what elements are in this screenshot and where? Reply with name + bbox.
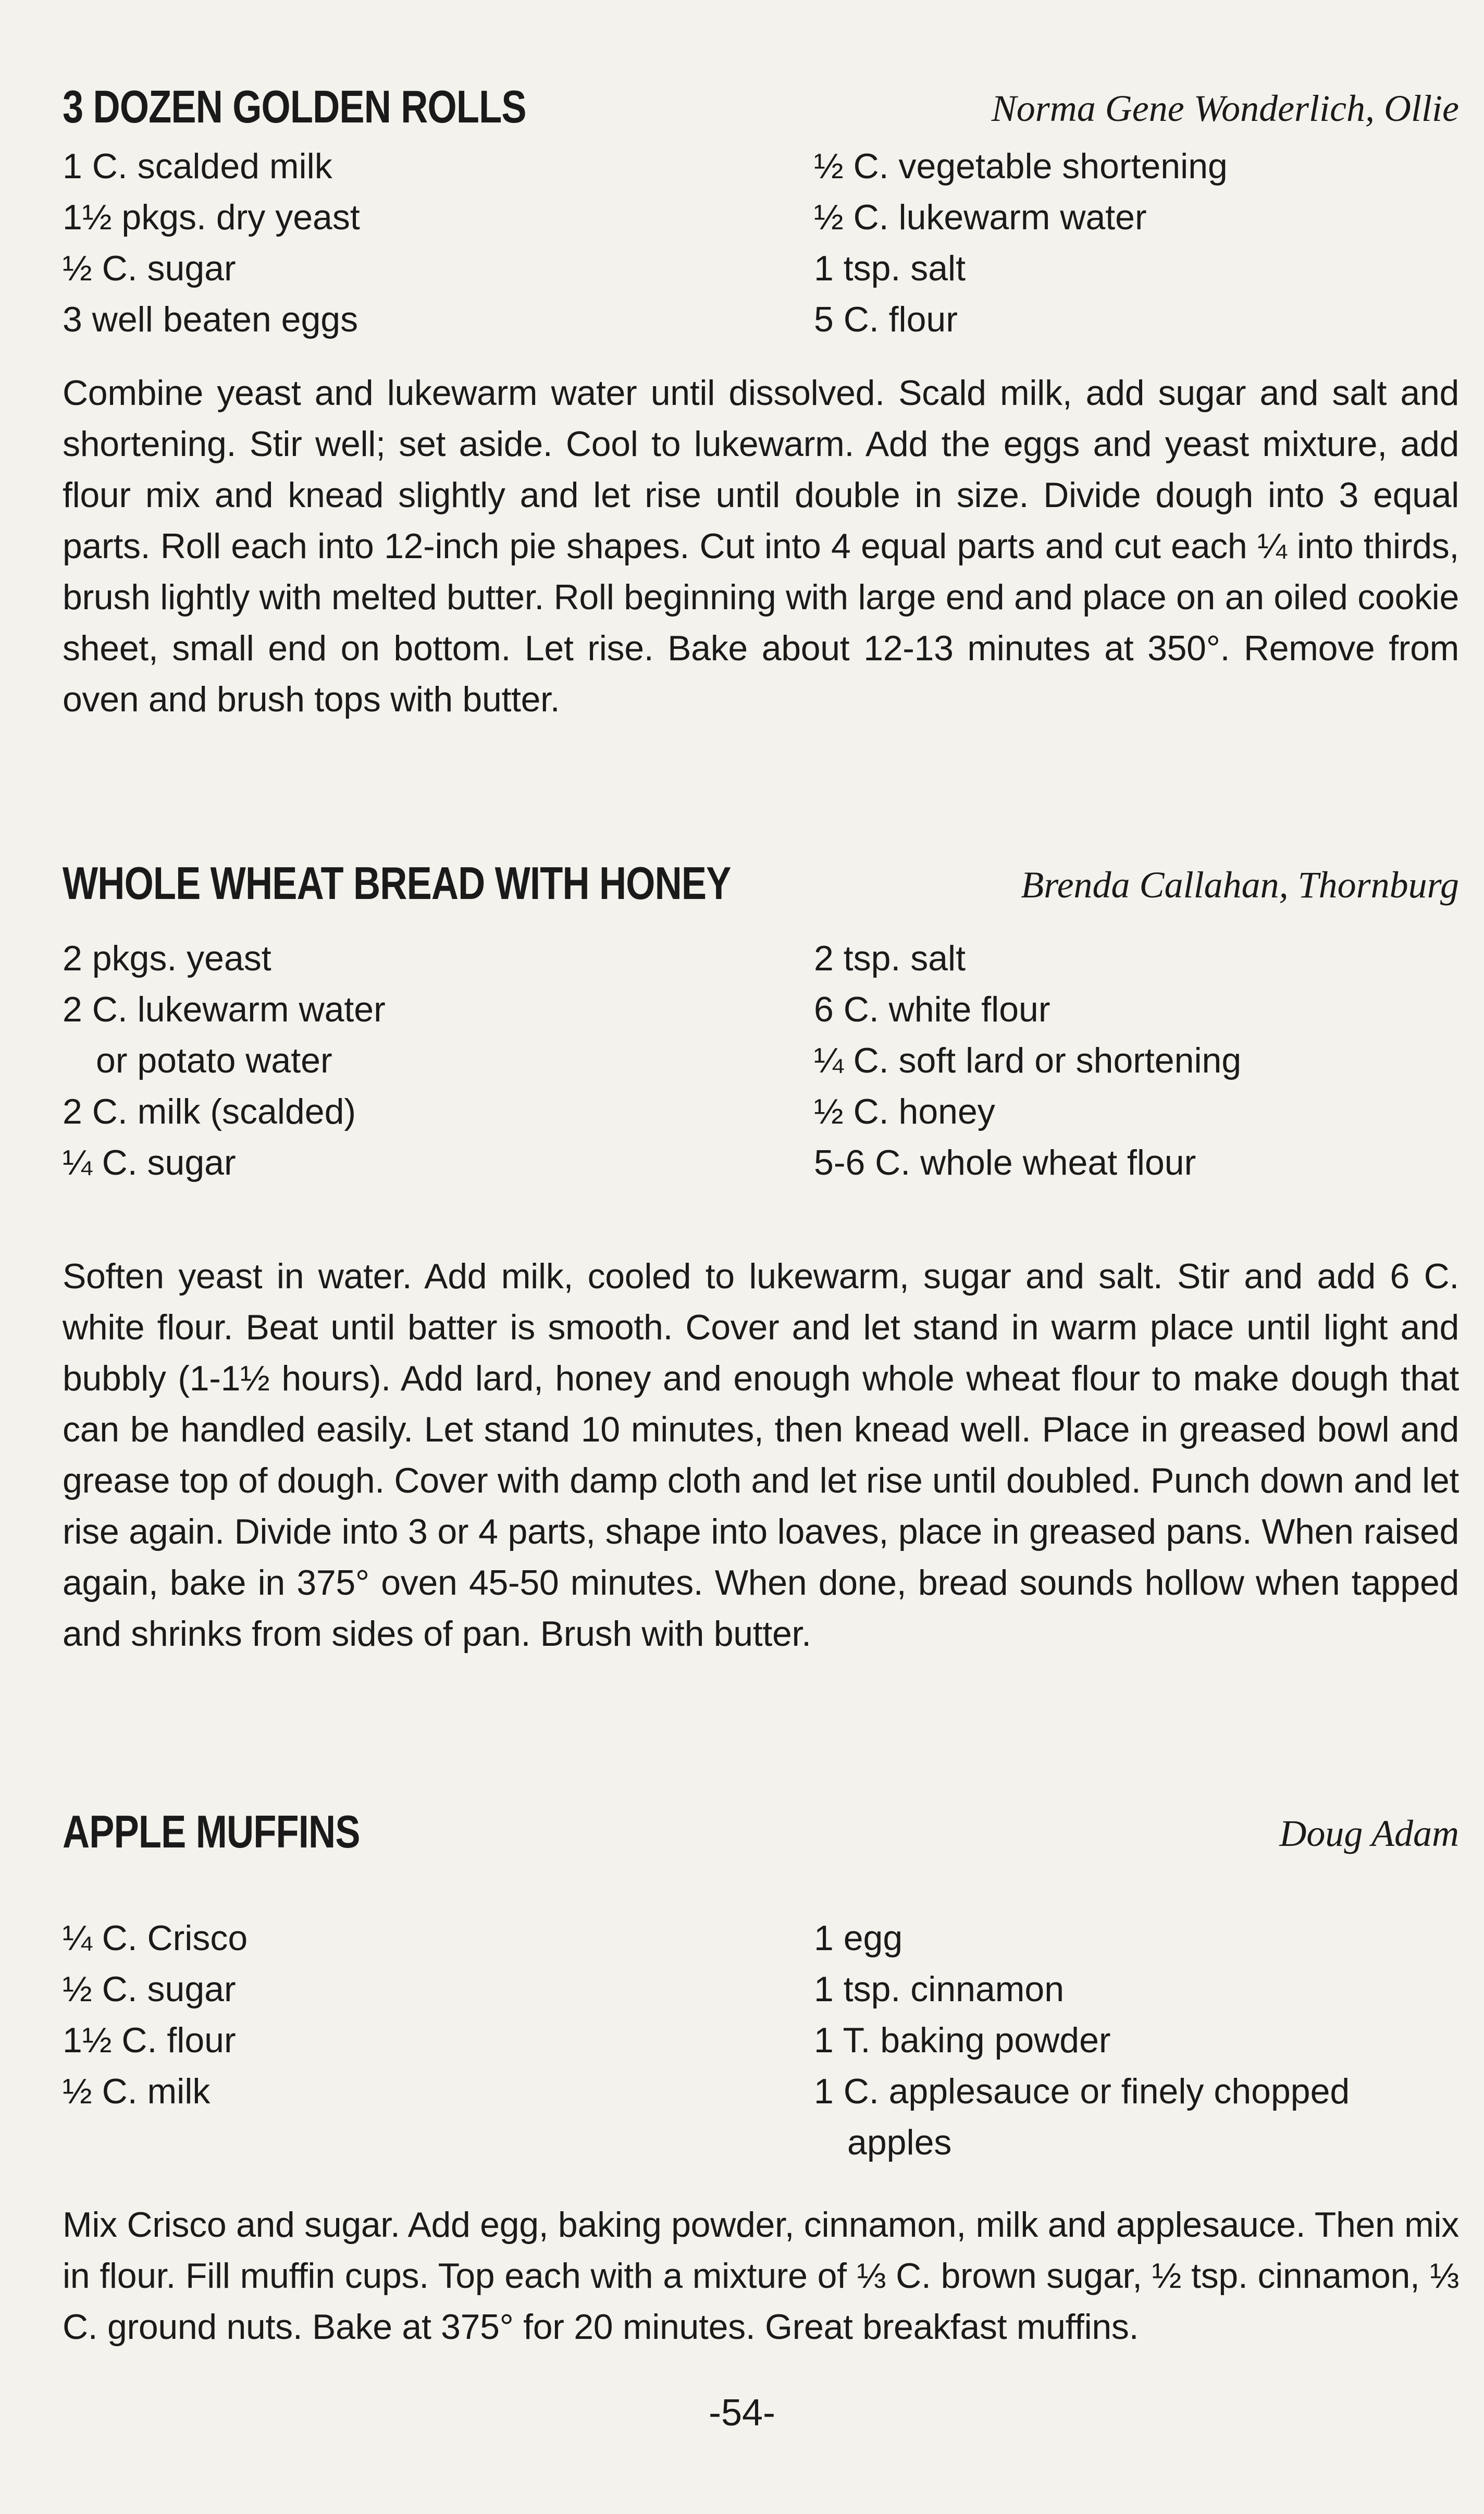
ingredient-item: 2 pkgs. yeast <box>63 939 271 978</box>
ingredient-column-left <box>63 141 360 345</box>
recipe-whole-wheat-bread <box>63 855 1459 1654</box>
recipe-header <box>63 1803 1459 1866</box>
recipe-author: Norma Gene Wonderlich, Ollie <box>991 88 1459 129</box>
ingredient-item: ½ C. milk <box>63 2072 211 2111</box>
ingredient-item: ¼ C. soft lard or shortening <box>814 1041 1242 1080</box>
ingredient-item: ¼ C. Crisco <box>63 1918 248 1958</box>
page-number: -54- <box>708 2392 776 2434</box>
ingredient-list <box>63 1913 1459 2173</box>
ingredient-item: apples <box>847 2123 952 2162</box>
ingredient-item: ½ C. sugar <box>63 249 236 288</box>
ingredient-item: 3 well beaten eggs <box>63 300 358 339</box>
ingredient-item: 6 C. white flour <box>814 990 1050 1029</box>
recipe-header <box>63 855 1459 917</box>
ingredient-item: ½ C. lukewarm water <box>814 198 1147 237</box>
ingredient-item: 1 tsp. cinnamon <box>814 1969 1065 2009</box>
ingredient-column-right <box>814 141 1228 345</box>
ingredient-item: ½ C. honey <box>814 1092 995 1131</box>
ingredient-item: 1½ pkgs. dry yeast <box>63 198 360 237</box>
ingredient-item: ½ C. sugar <box>63 1969 236 2009</box>
recipe-directions: Soften yeast in water. Add milk, cooled to lukewarm, sugar and salt. Stir and add 6 C. white flour. Beat until batter is smooth. Cover and let stand in warm place until light and bubbly (1-1½ hours). Add lard, honey and enough whole wheat flour to make dough that can be handled easily. Let stand 10 minutes, then knead well. Place in greased bowl and grease top of dough. Cover with damp cloth and let rise until doubled. Punch down and let rise again. Divide into 3 or 4 parts, shape into loaves, place in greased pans. When raised again, bake in 375° oven 45-50 minutes. When done, bread sounds hollow when tapped and shrinks from sides of pan. Brush with butter. <box>63 1256 1459 1654</box>
recipe-title: WHOLE WHEAT BREAD WITH HONEY <box>63 857 731 909</box>
ingredient-item: 1½ C. flour <box>63 2020 236 2060</box>
recipe-golden-rolls <box>63 78 1459 719</box>
ingredient-item: 1 C. applesauce or finely chopped <box>814 2072 1350 2111</box>
ingredient-item: 2 tsp. salt <box>814 939 966 978</box>
recipe-title: 3 DOZEN GOLDEN ROLLS <box>63 81 526 132</box>
ingredient-column-right <box>814 1913 1350 2168</box>
recipe-author: Brenda Callahan, Thornburg <box>1021 864 1459 906</box>
ingredient-item: 2 C. milk (scalded) <box>63 1092 356 1131</box>
ingredient-item: ½ C. vegetable shortening <box>814 146 1228 186</box>
recipe-apple-muffins <box>63 1803 1459 2347</box>
ingredient-item: 1 tsp. salt <box>814 249 966 288</box>
ingredient-item: 1 T. baking powder <box>814 2020 1111 2060</box>
ingredient-item: or potato water <box>96 1041 332 1080</box>
ingredient-item: 2 C. lukewarm water <box>63 990 386 1029</box>
ingredient-list <box>63 141 1459 349</box>
ingredient-item: 5 C. flour <box>814 300 958 339</box>
ingredient-item: 5-6 C. whole wheat flour <box>814 1143 1196 1182</box>
ingredient-column-left <box>63 933 386 1188</box>
ingredient-column-left <box>63 1913 248 2117</box>
recipe-title: APPLE MUFFINS <box>63 1806 360 1857</box>
ingredient-item: ¼ C. sugar <box>63 1143 236 1182</box>
ingredient-item: 1 C. scalded milk <box>63 146 332 186</box>
recipe-header <box>63 78 1459 141</box>
recipe-directions: Mix Crisco and sugar. Add egg, baking powder, cinnamon, milk and applesauce. Then mix in flour. Fill muffin cups. Top each with a mixture of ⅓ C. brown sugar, ½ tsp. cinnamon, ⅓ C. ground nuts. Bake at 375° for 20 minutes. Great breakfast muffins. <box>63 2205 1459 2347</box>
ingredient-list <box>63 933 1459 1193</box>
recipe-directions: Combine yeast and lukewarm water until dissolved. Scald milk, add sugar and salt and shortening. Stir well; set aside. Cool to lukewarm. Add the eggs and yeast mixture, add flour mix and knead slightly and let rise until double in size. Divide dough into 3 equal parts. Roll each into 12-inch pie shapes. Cut into 4 equal parts and cut each ¼ into thirds, brush lightly with melted butter. Roll beginning with large end and place on an oiled cookie sheet, small end on bottom. Let rise. Bake about 12-13 minutes at 350°. Remove from oven and brush tops with butter. <box>63 373 1459 719</box>
recipe-author: Doug Adam <box>1279 1813 1459 1854</box>
ingredient-item: 1 egg <box>814 1918 903 1958</box>
ingredient-column-right <box>814 933 1241 1188</box>
